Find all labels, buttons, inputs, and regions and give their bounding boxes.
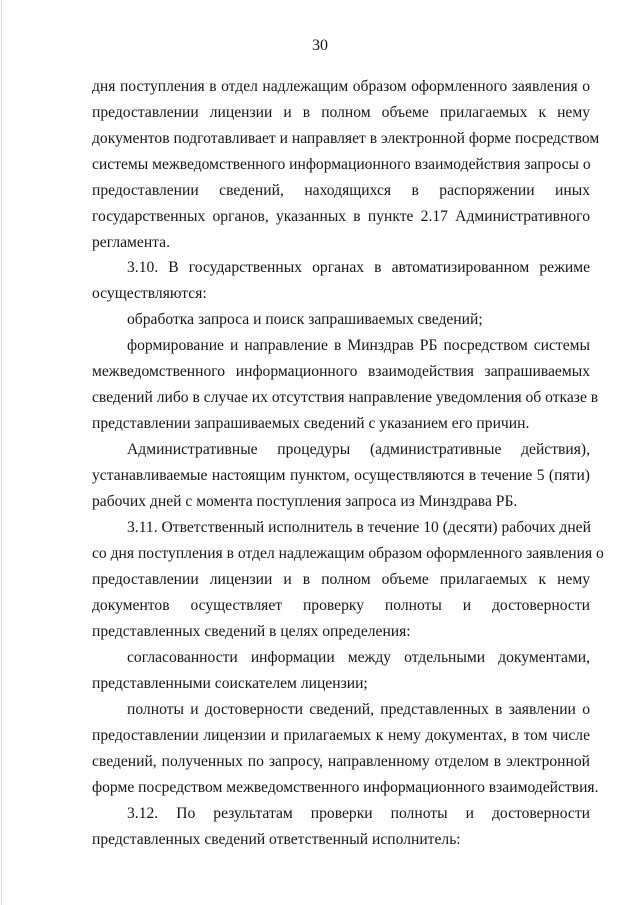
text-line: Административные процедуры (административные действия),	[127, 441, 590, 458]
text-line: государственных органов, указанных в пункте 2.17 Административного	[92, 208, 590, 225]
text-line: сведений либо в случае их отсутствия направление уведомления об отказе в	[92, 389, 599, 406]
text-line: полноты и достоверности сведений, представленных в заявлении о	[127, 701, 590, 718]
text-line: 3.11. Ответственный исполнитель в течение 10 (десяти) рабочих дней	[127, 519, 591, 536]
text-line: документов подготавливает и направляет в электронной форме посредством	[92, 130, 600, 147]
text-line: 3.12. По результатам проверки полноты и достоверности	[127, 805, 590, 822]
text-line: представлении запрашиваемых сведений с указанием его причин.	[92, 415, 530, 432]
text-line: предоставлении сведений, находящихся в распоряжении иных	[92, 182, 590, 199]
text-line: представленными соискателем лицензии;	[92, 675, 368, 692]
text-line: формирование и направление в Минздрав РБ посредством системы	[127, 337, 590, 354]
text-line: 3.10. В государственных органах в автоматизированном режиме	[127, 259, 590, 276]
text-line: форме посредством межведомственного информационного взаимодействия.	[92, 779, 599, 796]
text-line: системы межведомственного информационного взаимодействия запросы о	[92, 156, 591, 173]
text-line: обработка запроса и поиск запрашиваемых сведений;	[127, 311, 483, 328]
text-line: предоставлении лицензии и в полном объеме прилагаемых к нему	[92, 104, 590, 121]
text-line: представленных сведений в целях определения:	[92, 623, 411, 640]
text-line: дня поступления в отдел надлежащим образом оформленного заявления о	[92, 78, 590, 95]
text-line: осуществляются:	[92, 285, 207, 302]
text-line: согласованности информации между отдельными документами,	[127, 649, 590, 666]
text-line: регламента.	[92, 234, 170, 251]
text-line: предоставлении лицензии и прилагаемых к нему документах, в том числе	[92, 727, 590, 744]
text-line: документов осуществляет проверку полноты и достоверности	[92, 597, 590, 614]
page-number: 30	[312, 37, 328, 54]
text-line: представленных сведений ответственный исполнитель:	[92, 831, 461, 848]
text-line: сведений, полученных по запросу, направленному отделом в электронной	[92, 753, 590, 770]
text-line: предоставлении лицензии и в полном объеме прилагаемых к нему	[92, 571, 590, 588]
text-line: устанавливаемые настоящим пунктом, осуществляются в течение 5 (пяти)	[92, 467, 590, 484]
text-line: со дня поступления в отдел надлежащим образом оформленного заявления о	[92, 545, 604, 562]
text-line: межведомственного информационного взаимодействия запрашиваемых	[92, 363, 590, 380]
text-line: рабочих дней с момента поступления запроса из Минздрава РБ.	[92, 493, 518, 510]
